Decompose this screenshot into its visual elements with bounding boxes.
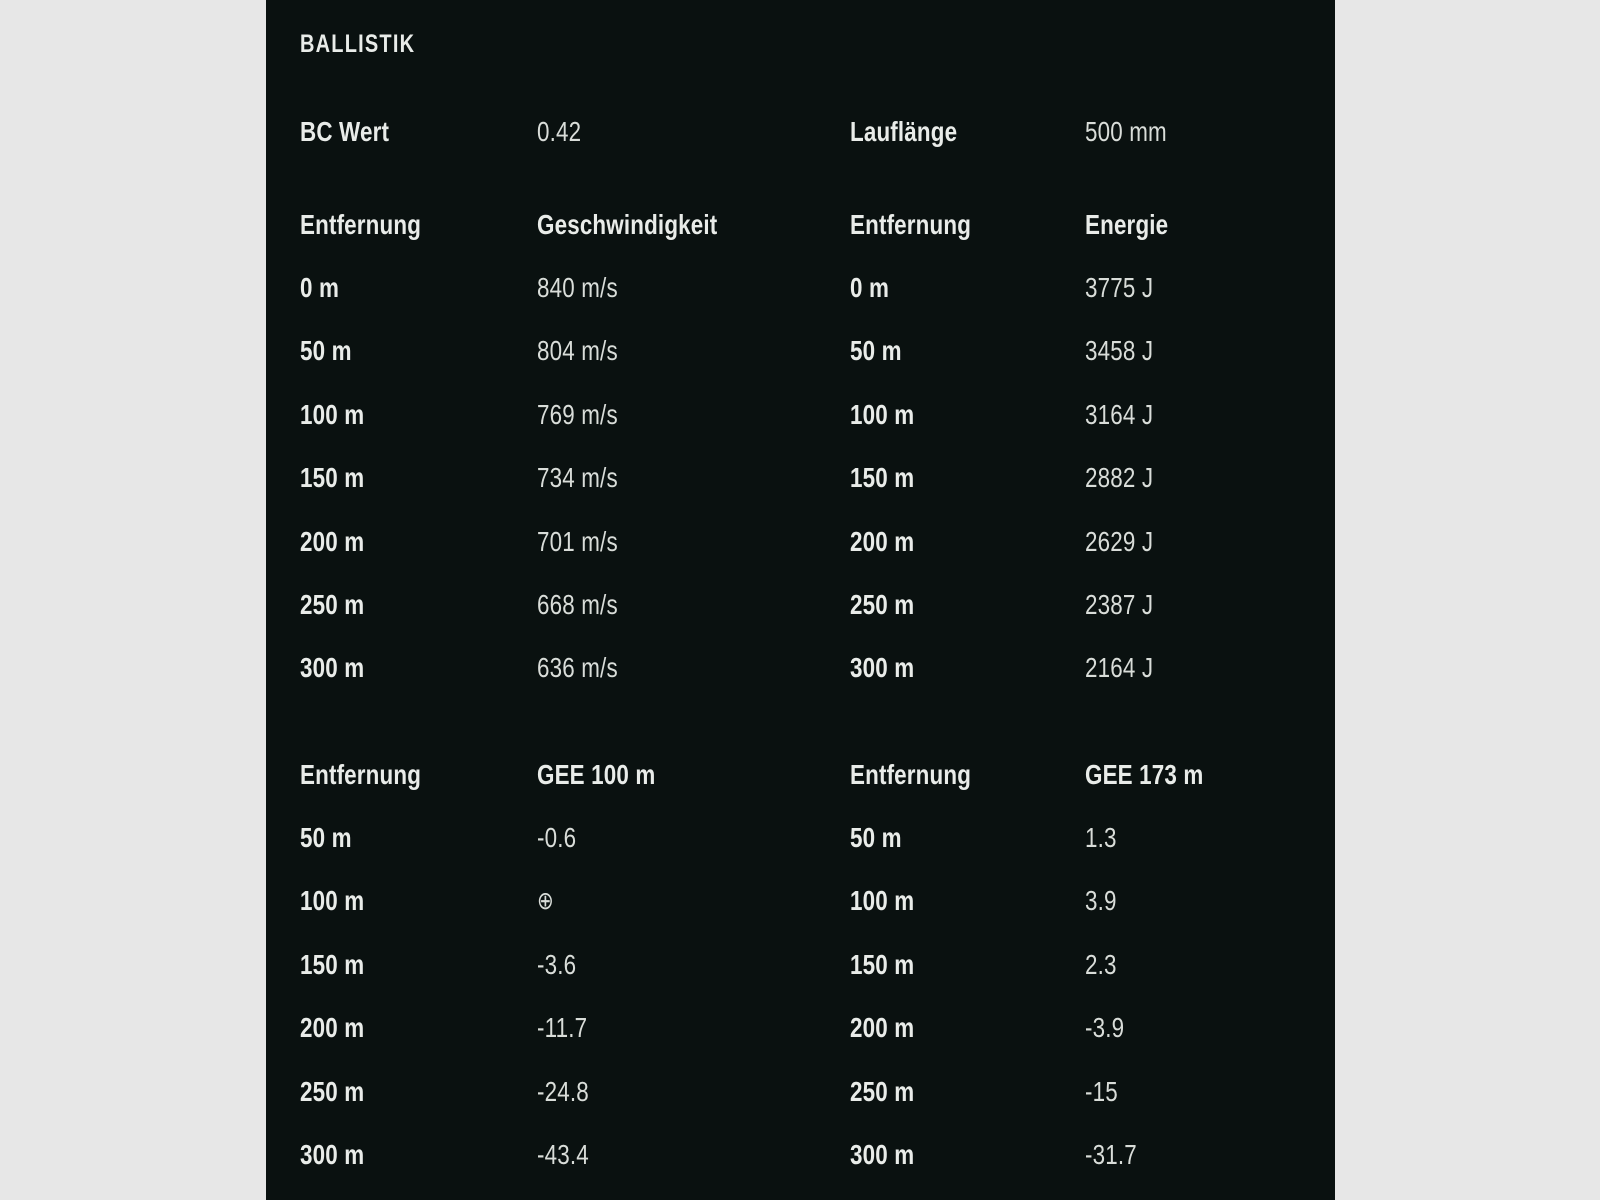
gee100-cell: -43.4 xyxy=(536,1139,589,1170)
gee173-cell: -3.9 xyxy=(1084,1012,1124,1043)
table-row xyxy=(300,1135,1304,1175)
distance-cell: 250 m xyxy=(849,589,914,620)
distance-cell: 250 m xyxy=(849,1076,914,1107)
ballistics-panel xyxy=(266,0,1335,1200)
gee100-cell: -0.6 xyxy=(536,822,576,853)
table-row xyxy=(300,945,1304,985)
table-row xyxy=(300,458,1304,498)
table-row xyxy=(300,395,1304,435)
distance-cell: 300 m xyxy=(849,652,914,683)
table-row xyxy=(300,268,1304,308)
velocity-cell: 701 m/s xyxy=(536,526,618,557)
energy-cell: 2164 J xyxy=(1084,652,1153,683)
page-title: BALLISTIK xyxy=(299,29,415,58)
velocity-column-header: Geschwindigkeit xyxy=(536,209,717,240)
gee173-cell: 2.3 xyxy=(1084,949,1117,980)
distance-cell: 200 m xyxy=(849,526,914,557)
velocity-cell: 840 m/s xyxy=(536,272,618,303)
energy-cell: 3164 J xyxy=(1084,399,1153,430)
table-row xyxy=(300,818,1304,858)
info-row xyxy=(300,112,1304,152)
gee173-cell: -15 xyxy=(1084,1076,1118,1107)
distance-cell: 300 m xyxy=(299,1139,364,1170)
distance-cell: 150 m xyxy=(299,949,364,980)
distance-cell: 50 m xyxy=(849,822,902,853)
table-row xyxy=(300,1072,1304,1112)
velocity-energy-header-row xyxy=(300,205,1304,245)
distance-column-header: Entfernung xyxy=(299,209,421,240)
table-row xyxy=(300,881,1304,921)
zero-point-icon: ⊕ xyxy=(536,887,554,915)
table-row xyxy=(300,1008,1304,1048)
velocity-cell: 668 m/s xyxy=(536,589,618,620)
gee100-column-header: GEE 100 m xyxy=(536,759,655,790)
energy-cell: 2387 J xyxy=(1084,589,1153,620)
bc-value: 0.42 xyxy=(536,116,581,147)
distance-cell: 100 m xyxy=(299,399,364,430)
energy-cell: 2629 J xyxy=(1084,526,1153,557)
distance-cell: 200 m xyxy=(849,1012,914,1043)
distance-cell: 50 m xyxy=(849,335,902,366)
gee173-column-header: GEE 173 m xyxy=(1084,759,1203,790)
barrel-length-label: Lauflänge xyxy=(849,116,957,147)
gee100-cell: -11.7 xyxy=(536,1012,587,1043)
distance-cell: 300 m xyxy=(299,652,364,683)
distance-cell: 250 m xyxy=(299,589,364,620)
gee-header-row xyxy=(300,755,1304,795)
distance-cell: 300 m xyxy=(849,1139,914,1170)
distance-cell: 250 m xyxy=(299,1076,364,1107)
distance-column-header: Entfernung xyxy=(849,759,971,790)
distance-cell: 50 m xyxy=(299,822,352,853)
distance-cell: 150 m xyxy=(299,462,364,493)
gee173-cell: 1.3 xyxy=(1084,822,1117,853)
energy-cell: 2882 J xyxy=(1084,462,1153,493)
distance-cell: 150 m xyxy=(849,462,914,493)
table-row xyxy=(300,331,1304,371)
distance-cell: 100 m xyxy=(849,885,914,916)
distance-cell: 200 m xyxy=(299,1012,364,1043)
gee173-cell: -31.7 xyxy=(1084,1139,1137,1170)
bc-value-label: BC Wert xyxy=(299,116,389,147)
energy-cell: 3775 J xyxy=(1084,272,1153,303)
velocity-cell: 769 m/s xyxy=(536,399,618,430)
table-row xyxy=(300,522,1304,562)
distance-column-header: Entfernung xyxy=(299,759,421,790)
distance-cell: 50 m xyxy=(299,335,352,366)
gee100-cell: -3.6 xyxy=(536,949,576,980)
distance-cell: 100 m xyxy=(299,885,364,916)
gee100-cell: -24.8 xyxy=(536,1076,589,1107)
panel-title-row xyxy=(300,24,1304,64)
velocity-cell: 636 m/s xyxy=(536,652,618,683)
distance-cell: 200 m xyxy=(299,526,364,557)
table-row xyxy=(300,585,1304,625)
velocity-cell: 804 m/s xyxy=(536,335,618,366)
distance-cell: 150 m xyxy=(849,949,914,980)
distance-cell: 0 m xyxy=(849,272,889,303)
energy-cell: 3458 J xyxy=(1084,335,1153,366)
table-row xyxy=(300,648,1304,688)
distance-cell: 0 m xyxy=(299,272,339,303)
energy-column-header: Energie xyxy=(1084,209,1168,240)
barrel-length-value: 500 mm xyxy=(1084,116,1167,147)
velocity-cell: 734 m/s xyxy=(536,462,618,493)
distance-cell: 100 m xyxy=(849,399,914,430)
gee173-cell: 3.9 xyxy=(1084,885,1117,916)
distance-column-header: Entfernung xyxy=(849,209,971,240)
